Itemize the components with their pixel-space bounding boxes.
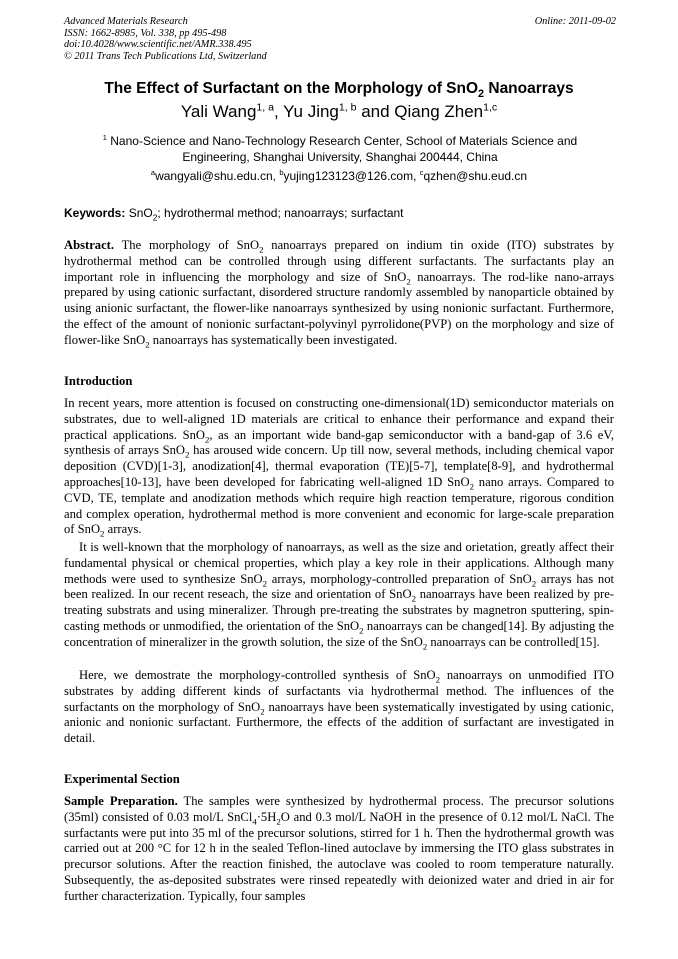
intro-paragraph-1: In recent years, more attention is focused on constructing one-dimensional(1D) semiconductor materials on substrates, due to well-aligned 1D materials are critical to enhance their performance and expand their practical applications. SnO$_2$, as an important wide band-gap semiconductor with a band-gap of 3.6 eV, synthesis of arrays SnO$_2$ has aroused wide concern. Up till now, several methods, including chemical vapor deposition (CVD)[1-3], anodization[4], thermal evaporation (TE)[5-7], template[8-9], and hydrothermal approaches[10-13], have been developed for fabricating well-aligned 1D SnO$_2$ nano arrays. Compared to CVD, TE, template and anodization methods which require high reaction temperature, rigorous condition and complex operation, hydrothermal method is more convenient and economic for large-scale preparation of SnO$_2$ arrays. — [64, 396, 614, 539]
intro-paragraph-3: Here, we demostrate the morphology-controlled synthesis of SnO$_2$ nanoarrays on unmodified ITO substrates by adding different kinds of surfactants via hydrothermal method. The influences of the surfactants on the morphology of SnO$_2$ nanoarrays have been systematically investigated by using cationic, anionic and nonionic surfactant. Furthermore, the effects of the addition of surfactant are investigated in detail. — [64, 668, 614, 746]
author-list: Yali Wang$^{1, a}$, Yu Jing$^{1, b}$ and Qiang Zhen$^{1,c}$ — [180, 101, 498, 121]
author-emails: $^a$wangyali@shu.edu.cn, $^b$yujing123123@126.com, $^c$qzhen@shu.eud.cn — [150, 168, 528, 183]
paper-title: The Effect of Surfactant on the Morphology of SnO$_2$ Nanoarrays — [104, 80, 574, 101]
doi-line: doi:10.4028/www.scientific.net/AMR.338.495 — [64, 39, 252, 51]
email-link-a[interactable]: wangyali@shu.edu.cn — [155, 169, 273, 183]
email-link-b[interactable]: yujing123123@126.com — [283, 169, 414, 183]
affiliation: $^1$ Nano-Science and Nano-Technology Research Center, School of Materials Science and Engineering, Shanghai University, Shanghai 200444, China — [102, 133, 578, 164]
experimental-heading: Experimental Section — [64, 772, 180, 786]
page-header — [64, 16, 616, 62]
abstract: Abstract. The morphology of SnO$_2$ nanoarrays prepared on indium tin oxide (ITO) substrates by hydrothermal method can be controlled through using different surfactants. The surfactants play an important role in influencing the morphology and size of SnO$_2$ nanoarrays. The rod-like nano-arrays prepared by using cationic surfactant, disordered structure randomly assembled by nanoparticle obtained by using anionic surfactant, the flower-like nanoarrays synthesized by using nonionic surfactant. Furthermore, the effect of the amount of nonionic surfactant-polyvinyl pyrrolidone(PVP) on the morphology and size of flower-like SnO$_2$ nanoarrays has systematically been investigated. — [64, 238, 614, 350]
introduction-heading: Introduction — [64, 374, 133, 388]
issn-line: ISSN: 1662-8985, Vol. 338, pp 495-498 — [64, 27, 227, 39]
copyright-line: © 2011 Trans Tech Publications Ltd, Switzerland — [64, 50, 267, 62]
online-date: Online: 2011-09-02 — [534, 16, 616, 27]
sample-preparation-paragraph: Sample Preparation. The samples were synthesized by hydrothermal process. The precursor solutions (35ml) consisted of 0.03 mol/L $SnCl_4\cdot 5H_2O$ and 0.3 mol/L NaOH in the presence of 0.12 mol/L NaCl. The surfactants were put into 35 ml of the precursor solutions, stirred for 1 h. Then the hydrothermal growth was carried out at 200 °C for 12 h in the sealed Teflon-lined autoclave by immersing the ITO glass substrates in precursor solutions. After the reaction finished, the autoclave was cooled to room temperature naturally. Subsequently, the as-deposited substrates were rinsed repeatedly with deionized water and dried in air for further characterization. Typically, four samples — [64, 794, 615, 903]
sample-preparation-label: Sample Preparation. — [64, 794, 178, 808]
abstract-label: Abstract. — [64, 238, 115, 252]
intro-paragraph-2: It is well-known that the morphology of nanoarrays, as well as the size and orietation, greatly affect their fundamental physical or chemical properties, which play a key role in their applications. Although many methods were used to synthesize SnO$_2$ arrays, morphology-controlled preparation of SnO$_2$ arrays has not been realized. In our recent reseach, the size and orientation of SnO$_2$ nanoarrays have been realized by pre-treating substrats and using mineralizer. Through pre-treating the substrates by magnetron sputtering, spin-casting methods or unmodified, the orientation of the SnO$_2$ nanoarrays can be changed[14]. By adjusting the concentration of mineralizer in the growth solution, the size of the SnO$_2$ nanoarrays can be controlled[15]. — [64, 540, 615, 652]
author-3: Qiang Zhen — [394, 102, 484, 121]
email-link-c[interactable]: qzhen@shu.eud.cn — [423, 169, 528, 183]
keywords-label: Keywords: — [64, 206, 126, 220]
author-2: Yu Jing — [283, 102, 339, 121]
journal-name: Advanced Materials Research — [64, 16, 188, 27]
keywords: Keywords: SnO$_2$; hydrothermal method; nanoarrays; surfactant — [64, 206, 404, 223]
author-1: Yali Wang — [180, 102, 257, 121]
